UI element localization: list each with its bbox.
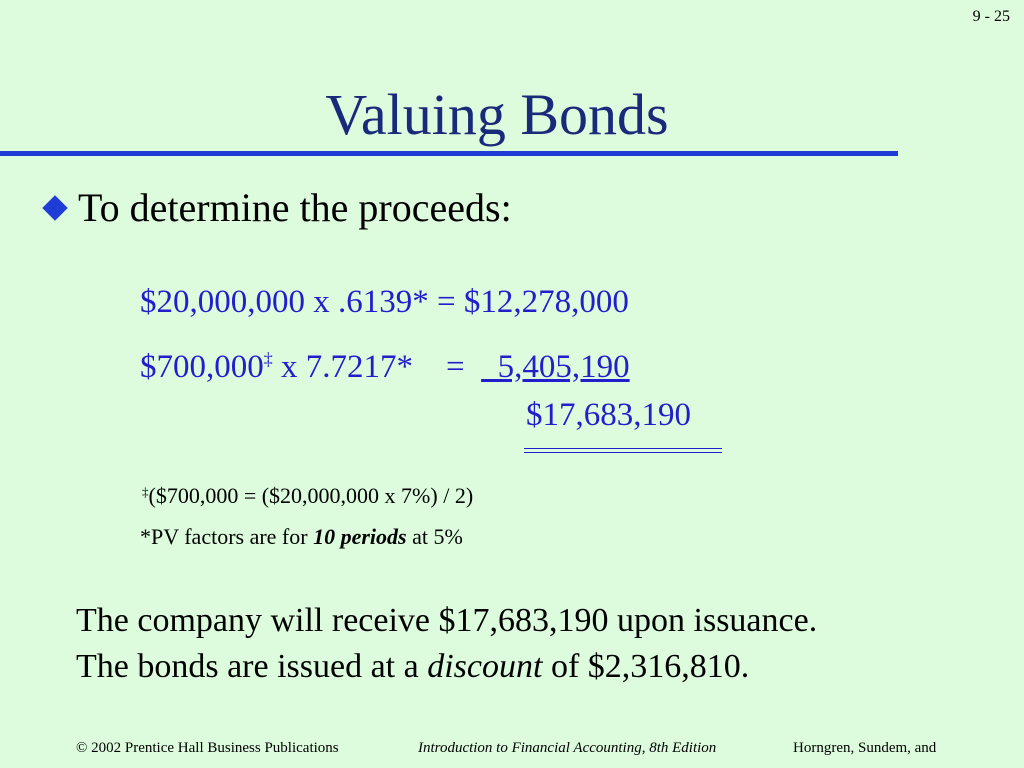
interest-value: 5,405,190: [481, 349, 630, 385]
double-underline: [524, 448, 722, 453]
footer-copyright: © 2002 Prentice Hall Business Publications: [76, 740, 339, 756]
dagger-footnote: [142, 483, 473, 509]
calc-total: $17,683,190: [526, 397, 691, 433]
summary-line-1: The company will receive $17,683,190 upon issuance.: [76, 602, 818, 639]
footnote-text: ($700,000 = ($20,000,000 x 7%) / 2): [148, 483, 474, 508]
bullet-item: [40, 184, 512, 232]
interest-amount: $700,000: [140, 349, 264, 385]
slide-title: Valuing Bonds: [325, 82, 669, 147]
pv-suffix: at 5%: [406, 524, 463, 549]
dagger-mark: ‡: [263, 349, 273, 369]
pv-prefix: *PV factors are for: [140, 524, 314, 549]
pv-footnote: [140, 524, 463, 550]
footnote-dagger: ‡: [142, 484, 149, 499]
calc-line-interest: [140, 339, 630, 387]
pv-emphasis: 10 periods: [313, 524, 407, 549]
slide-number: 9 - 25: [972, 8, 1010, 25]
footer-book-title: Introduction to Financial Accounting, 8th Edition: [418, 740, 717, 756]
interest-factor: x 7.7217* =: [272, 349, 482, 385]
diamond-bullet-icon: [42, 195, 67, 220]
summary-line-2: [76, 646, 749, 688]
summary-suffix: of $2,316,810.: [542, 648, 750, 685]
calc-line-principal: $20,000,000 x .6139* = $12,278,000: [140, 284, 629, 320]
summary-prefix: The bonds are issued at a: [76, 648, 428, 685]
title-underline: [0, 151, 898, 156]
summary-emphasis: discount: [427, 648, 543, 685]
footer-authors: Horngren, Sundem, and: [793, 740, 937, 756]
bullet-text: To determine the proceeds:: [78, 185, 512, 230]
